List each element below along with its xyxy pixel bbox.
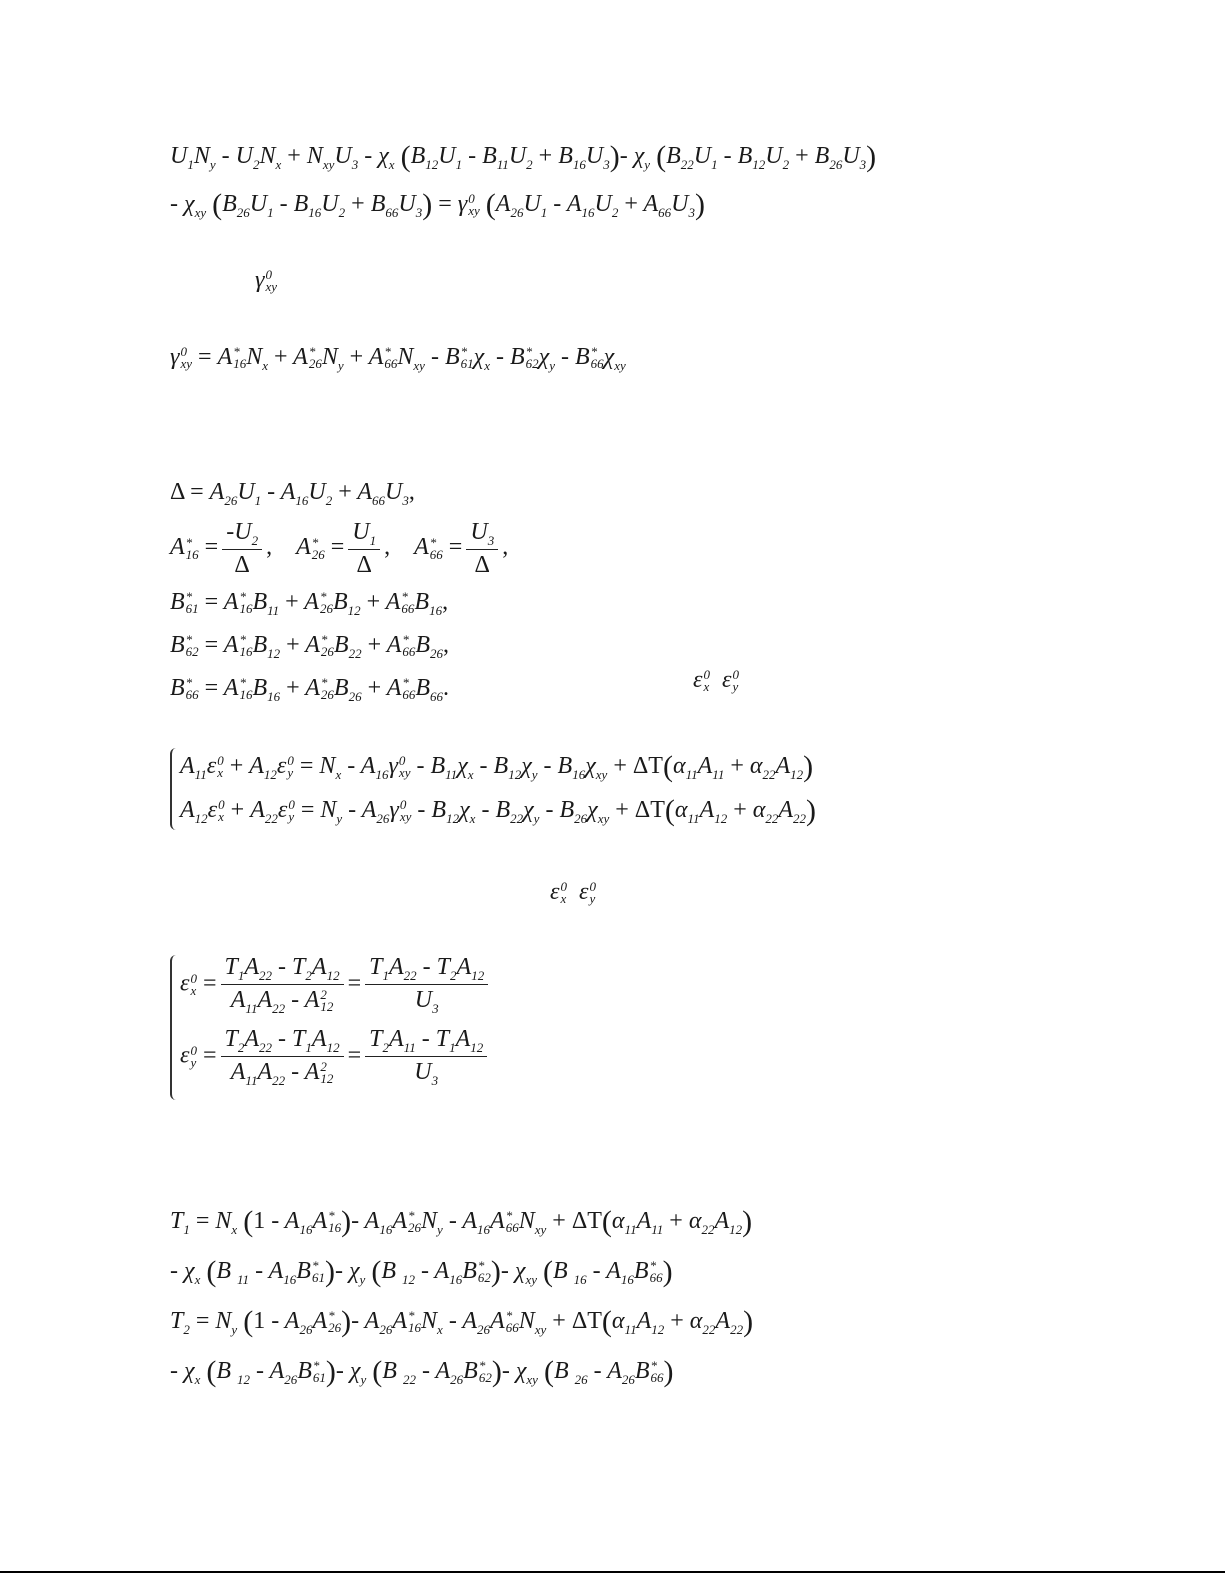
gamma-xy-label: γ 0 xy bbox=[255, 267, 278, 295]
t2-line-2: - $\chi_x$ (B $_{12} - A_{26}B$ * 61 )- $\chi_y$ (B $_{22} - A_{26}B$ * 62 )- $\chi_{xy}$ (B $_{26} - A_{26}B$ * 66 ) bbox=[170, 1355, 674, 1388]
epsilon-x-solution: ε 0 x = $T_1A_{22} - T_2A_{12}$ $A_{11}A_{22}$ - A 2 12 = $\frac{T_1A_{22} - T_2A_{12}}{U_3}$ bbox=[180, 955, 492, 1015]
b62-definition: B * 62 = A * 16 $B_{12} + A$ * 26 $B_{22} + A$ * 66 $B_{26}$, bbox=[170, 632, 450, 661]
page-bottom-rule bbox=[0, 1571, 1225, 1573]
system-1-line-1: $A_{11}\varepsilon$ 0 x + $A_{12}\varepsilon$ 0 y = $N_x - A_{16}\gamma$ 0 xy - $B_{11}\chi_x - B_{12}\chi_y - B_{16}\chi_{xy} + \Delta T(\alpha_{11}A_{11} + \alpha_{22}A_{12})$ bbox=[180, 750, 814, 783]
epsilon-label-2: ε 0 x ε 0 y bbox=[550, 879, 596, 907]
t1-line-2: - $\chi_x$ (B $_{11} - A_{16}B$ * 61 )- $\chi_y$ (B $_{12} - A_{16}B$ * 62 )- $\chi_{xy}$ (B $_{16} - A_{16}B$ * 66 ) bbox=[170, 1255, 673, 1288]
b61-definition: B * 61 = A * 16 $B_{11} + A$ * 26 $B_{12} + A$ * 66 $B_{16}$, bbox=[170, 589, 449, 618]
gamma-expression: γ 0 xy = A * 16 $N_x + A$ * 26 $N_y + A$ * 66 $N_{xy}$ - B * 61 $\chi_x$ - B * 62 $\chi_y$ - B * 66 $\chi_{xy}$ bbox=[170, 344, 626, 373]
a-star-definitions: A * 16 = $\frac{-U_2}{\Delta}$ , A * 26 = $\frac{U_1}{\Delta}$ , A * 66 = $\frac{U_3}{\Delta}$ , bbox=[170, 519, 509, 578]
epsilon-label-1: ε 0 x ε 0 y bbox=[693, 667, 739, 695]
system-2 bbox=[170, 955, 492, 1100]
t1-line-1: $T_1 = N_x$ ($1 - A_{16}A$ * 16 )- $A_{16}A$ * 26 $N_y - A_{16}A$ * 66 $N_{xy} + \Delta T(\alpha_{11}A_{11} + \alpha_{22}A_{12})$ bbox=[170, 1205, 753, 1238]
system-1-line-2: $A_{12}\varepsilon$ 0 x + $A_{22}\varepsilon$ 0 y = $N_y - A_{26}\gamma$ 0 xy - $B_{12}\chi_x - B_{22}\chi_y - B_{26}\chi_{xy} + \Delta T(\alpha_{11}A_{12} + \alpha_{22}A_{22})$ bbox=[180, 794, 817, 827]
b66-definition: B * 66 = A * 16 $B_{16} + A$ * 26 $B_{26} + A$ * 66 $B_{66}$. bbox=[170, 675, 450, 704]
epsilon-y-solution: ε 0 y = $T_2A_{22} - T_1A_{12}$ $A_{11}A_{22}$ - A 2 12 = $\frac{T_2A_{11} - T_1A_{12}}{U_3}$ bbox=[180, 1027, 492, 1087]
equation-1-line-2: - $\chi_{xy}$ $(B_{26}U_1 - B_{16}U_2 + B_{66}U_3) = \gamma$ 0 xy $(A_{26}U_1 - A_{16}U_2 + A_{66}U_3)$ bbox=[170, 188, 705, 221]
t2-line-1: $T_2 = N_y$ ($1 - A_{26}A$ * 26 )- $A_{26}A$ * 16 $N_x - A_{26}A$ * 66 $N_{xy} + \Delta T(\alpha_{11}A_{12} + \alpha_{22}A_{22})$ bbox=[170, 1305, 754, 1338]
delta-definition: $\Delta = A_{26}U_1 - A_{16}U_2 + A_{66}U_3$, bbox=[170, 479, 415, 508]
equation-1-line-1: $U_1N_y - U_2N_x + N_{xy}U_3 - \chi_x$ $(B_{12}U_1 - B_{11}U_2 + B_{16}U_3)-$ $\chi_y$ $(B_{22}U_1 - B_{12}U_2 + B_{26}U_3)$ bbox=[170, 140, 877, 173]
system-1 bbox=[170, 748, 816, 830]
